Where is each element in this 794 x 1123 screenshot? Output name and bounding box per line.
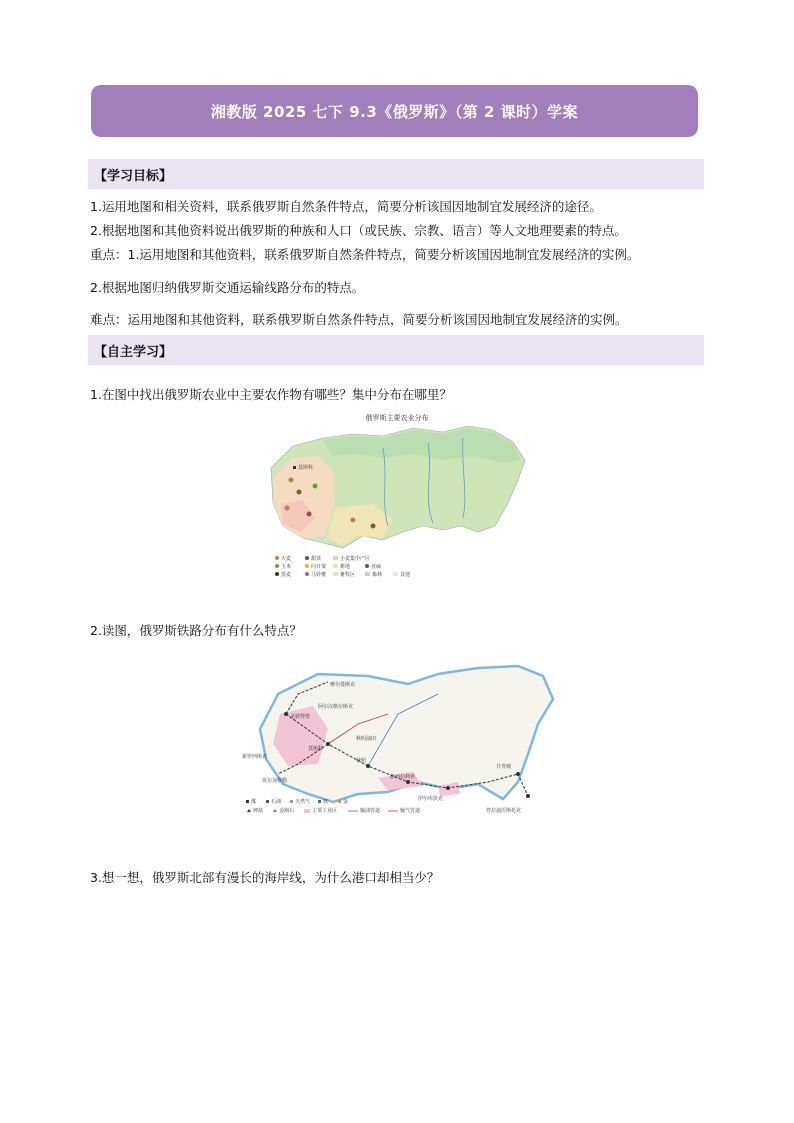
- legend-forest: 森林: [372, 572, 383, 578]
- objective-line-1: 1.运用地图和相关资料，联系俄罗斯自然条件特点，简要分析该国因地制宜发展经济的途径。: [90, 199, 602, 214]
- objectives-heading-bar: [88, 159, 704, 189]
- city-vladivostok: 符拉迪沃斯托克: [486, 808, 522, 814]
- city-novosibirsk: 新西伯利亚: [390, 774, 416, 780]
- legend-oil: 石油: [271, 799, 282, 805]
- railway-map: [238, 654, 561, 826]
- legend-potash: 钾盐: [253, 808, 264, 814]
- legend-flax: 亚麻: [371, 564, 382, 570]
- agriculture-map: [263, 408, 531, 580]
- objective-line-2: 2.根据地图和其他资料说出俄罗斯的种族和人口（或民族、宗教、语言）等人文地理要素的特点。: [90, 223, 627, 238]
- city-tyumen: 秋明: [356, 758, 367, 764]
- legend-oil-pipeline: 输油管道: [360, 808, 381, 814]
- city-tyumen-oilfield: 秋明油田: [356, 736, 377, 742]
- question-2: 2.读图，俄罗斯铁路分布有什么特点？: [90, 623, 302, 638]
- legend-industrial-zone: 主要工业区: [312, 808, 338, 814]
- city-st-petersburg: 圣彼得堡: [290, 714, 311, 720]
- key-point-line-1: 重点：1.运用地图和其他资料，联系俄罗斯自然条件特点，简要分析该国因地制宜发展经济的实例。: [90, 247, 640, 262]
- legend-sunflower: 向日葵: [311, 564, 327, 570]
- city-moscow: 莫斯科: [308, 746, 324, 752]
- page-title-banner: [91, 85, 698, 137]
- legend-iron: 铁: [323, 799, 329, 805]
- legend-wheat-region: 小麦集中产区: [340, 556, 371, 562]
- objectives-heading: 【学习目标】: [94, 168, 173, 184]
- city-volgograd: 伏尔加格勒: [262, 778, 288, 784]
- legend-diamond: 金刚石: [279, 808, 295, 814]
- legend-other: 其他: [400, 572, 411, 578]
- legend-coal: 煤: [251, 799, 257, 805]
- agriculture-map-title: 俄罗斯主要农业分布: [365, 414, 429, 422]
- question-3: 3.想一想，俄罗斯北部有漫长的海岸线，为什么港口却相当少？: [90, 870, 440, 885]
- city-novorossiysk: 新罗西斯克: [242, 754, 268, 760]
- legend-potato: 马铃薯: [311, 572, 327, 578]
- legend-rye: 黑麦: [281, 572, 292, 578]
- legend-barley: 大麦: [281, 556, 292, 562]
- legend-gold: 金: [343, 799, 349, 805]
- agriculture-map-legend: [275, 555, 410, 578]
- legend-beet: 甜菜: [311, 556, 322, 562]
- legend-gas-pipeline: 输气管道: [400, 808, 421, 814]
- legend-gas: 天然气: [295, 799, 311, 805]
- city-irkutsk: 伊尔库茨克: [418, 796, 444, 802]
- city-arkhangelsk: 阿尔汉格尔斯克: [318, 704, 354, 710]
- self-study-heading: 【自主学习】: [94, 344, 173, 360]
- city-komsomolsk: 共青城: [496, 764, 512, 770]
- difficulty-line: 难点：运用地图和其他资料，联系俄罗斯自然条件特点，简要分析该国因地制宜发展经济的实例。: [90, 312, 628, 327]
- legend-cropland: 耕地: [340, 564, 351, 570]
- question-1: 1.在图中找出俄罗斯农业中主要农作物有哪些？集中分布在哪里？: [90, 387, 452, 402]
- page-title: 湘教版 2025 七下 9.3《俄罗斯》（第 2 课时）学案: [210, 102, 579, 121]
- legend-corn: 玉米: [281, 564, 292, 570]
- self-study-heading-bar: [88, 335, 704, 365]
- agri-map-city: 莫斯科: [298, 465, 314, 471]
- city-murmansk: 摩尔曼斯克: [330, 682, 356, 688]
- key-point-line-2: 2.根据地图归纳俄罗斯交通运输线路分布的特点。: [90, 280, 365, 295]
- legend-pastoral: 畜牧区: [340, 572, 356, 578]
